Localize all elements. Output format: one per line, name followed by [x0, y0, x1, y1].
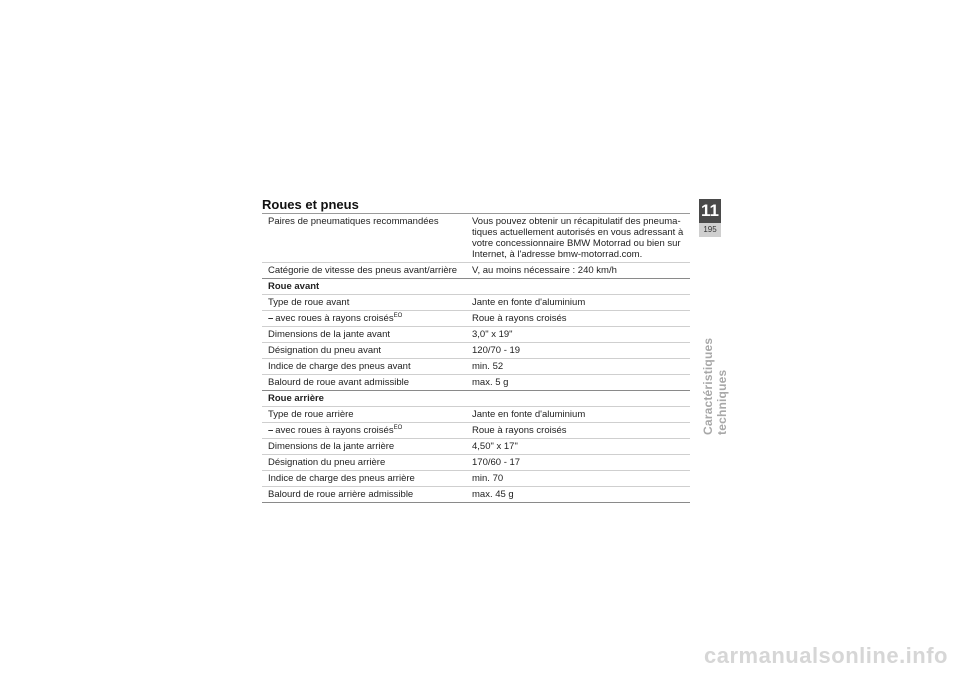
table-row — [262, 311, 690, 327]
table-row — [262, 423, 690, 439]
row-value: Roue à rayons croisés — [472, 313, 567, 324]
table-row — [262, 295, 690, 311]
table-row — [262, 343, 690, 359]
row-label: Balourd de roue avant admissible — [268, 377, 410, 388]
table-row — [262, 375, 690, 391]
row-label: Type de roue avant — [268, 297, 350, 308]
table-row — [262, 471, 690, 487]
table-row — [262, 455, 690, 471]
row-label: Indice de charge des pneus avant — [268, 361, 411, 372]
row-label: Paires de pneumatiques recommandées — [268, 216, 439, 227]
table-row — [262, 359, 690, 375]
row-value: 3,0" x 19" — [472, 329, 513, 340]
table-row — [262, 263, 690, 279]
row-value: 170/60 - 17 — [472, 457, 521, 468]
row-label: Catégorie de vitesse des pneus avant/arrière — [268, 265, 458, 276]
row-label: Indice de charge des pneus arrière — [268, 473, 415, 484]
row-value: Roue à rayons croisés — [472, 425, 567, 436]
section-heading: Roue arrière — [268, 393, 324, 404]
chapter-number: 11 — [699, 199, 721, 223]
row-value: 120/70 - 19 — [472, 345, 521, 356]
row-value: Jante en fonte d'aluminium — [472, 409, 586, 420]
row-label-option — [262, 311, 469, 326]
table-row — [262, 487, 690, 503]
row-label: Type de roue arrière — [268, 409, 354, 420]
row-value: min. 70 — [472, 473, 504, 484]
table-row — [262, 214, 690, 263]
section-heading: Roue avant — [268, 281, 320, 292]
row-label: avec roues à rayons croisés — [275, 313, 394, 324]
dash-icon: – — [268, 313, 274, 324]
section-heading-front — [262, 279, 690, 295]
option-code: EO — [393, 425, 403, 431]
row-label: Désignation du pneu arrière — [268, 457, 386, 468]
row-label: Dimensions de la jante avant — [268, 329, 390, 340]
table-row — [262, 327, 690, 343]
specs-table — [262, 213, 690, 503]
section-heading-rear — [262, 391, 690, 407]
table-row — [262, 439, 690, 455]
chapter-title: Caractéristiques techniques — [701, 337, 729, 435]
row-label: Dimensions de la jante arrière — [268, 441, 395, 452]
row-value: V, au moins nécessaire : 240 km/h — [472, 265, 617, 276]
row-value: Jante en fonte d'aluminium — [472, 297, 586, 308]
watermark: carmanualsonline.info — [704, 643, 948, 668]
dash-icon: – — [268, 425, 274, 436]
row-value: 4,50" x 17" — [472, 441, 518, 452]
row-value: min. 52 — [472, 361, 504, 372]
row-value: max. 5 g — [472, 377, 509, 388]
table-row — [262, 407, 690, 423]
row-label: Désignation du pneu avant — [268, 345, 382, 356]
page-title: Roues et pneus — [262, 197, 359, 212]
chapter-tab — [699, 199, 721, 239]
option-code: EO — [393, 313, 403, 319]
row-label: avec roues à rayons croisés — [275, 425, 394, 436]
row-label-option — [262, 423, 469, 438]
page-number: 195 — [699, 223, 721, 237]
row-label: Balourd de roue arrière admissible — [268, 489, 414, 500]
row-value: max. 45 g — [472, 489, 514, 500]
row-value: Vous pouvez obtenir un récapitulatif des pneuma-tiques actuellement autorisés en vous adressant à votre concessionnaire BMW Motorrad ou bien sur Internet, à l'adresse bmw-motorrad.com. — [472, 216, 684, 260]
